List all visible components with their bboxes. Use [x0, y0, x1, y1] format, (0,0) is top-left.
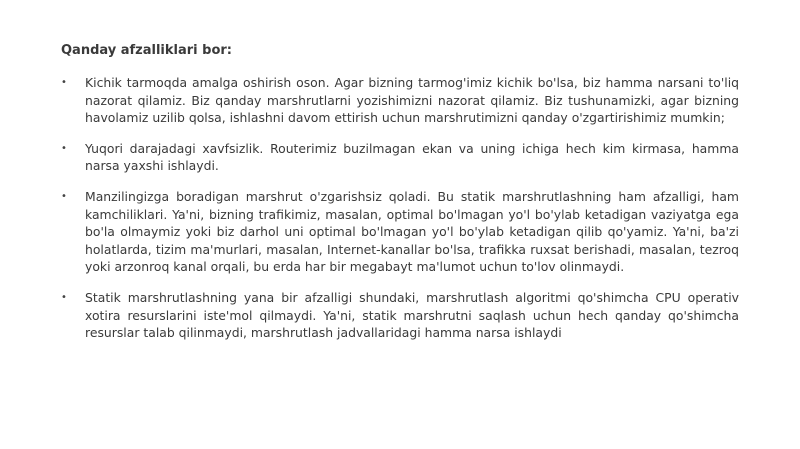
- list-item: [61, 140, 739, 175]
- bullet-icon: •: [61, 142, 67, 154]
- list-item: [61, 74, 739, 127]
- list-item-text: Manzilingizga boradigan marshrut o'zgarishsiz qoladi. Bu statik marshrutlashning ham afzalligi, ham kamchiliklari. Ya'ni, bizning trafikimiz, masalan, optimal bo'lmagan yo'l bo'ylab ketadigan vaziyatga ega bo'la olmaymiz yoki biz darhol uni optimal bo'lmagan yo'l bo'ylab ketadigan qilib qo'yamiz. Ya'ni, ba'zi holatlarda, tizim ma'murlari, masalan, Internet-kanallar bo'lsa, trafikka ruxsat berishadi, masalan, tezroq yoki arzonroq kanal orqali, bu erda har bir megabayt ma'lumot uchun to'lov olinmaydi.: [85, 188, 739, 275]
- advantages-list: [61, 74, 739, 342]
- bullet-icon: •: [61, 77, 67, 88]
- list-item-text: Yuqori darajadagi xavfsizlik. Routerimiz buzilmagan ekan va uning ichiga hech kim kirmasa, hamma narsa yaxshi ishlaydi.: [85, 140, 739, 174]
- bullet-icon: •: [61, 190, 67, 202]
- section-heading: Qanday afzalliklari bor:: [61, 43, 233, 58]
- list-item: [61, 289, 739, 342]
- list-item-text: Statik marshrutlashning yana bir afzalligi shundaki, marshrutlash algoritmi qo'shimcha CPU operativ xotira resurslarini iste'mol qilmaydi. Ya'ni, statik marshrutni saqlash uchun hech qanday qo'shimcha resurslar talab qilinmaydi, marshrutlash jadvallaridagi hamma narsa ishlaydi: [85, 289, 739, 341]
- list-item-text: Kichik tarmoqda amalga oshirish oson. Agar bizning tarmog'imiz kichik bo'lsa, biz hamma narsani to'liq nazorat qilamiz. Biz qanday marshrutlarni yozishimizni nazorat qilamiz. Biz tushunamizki, agar bizning havolamiz uzilib qolsa, ishlashni davom ettirish uchun marshrutimizni qanday o'zgartirishimiz mumkin;: [85, 75, 739, 126]
- list-item: [61, 188, 739, 276]
- bullet-icon: •: [61, 291, 67, 303]
